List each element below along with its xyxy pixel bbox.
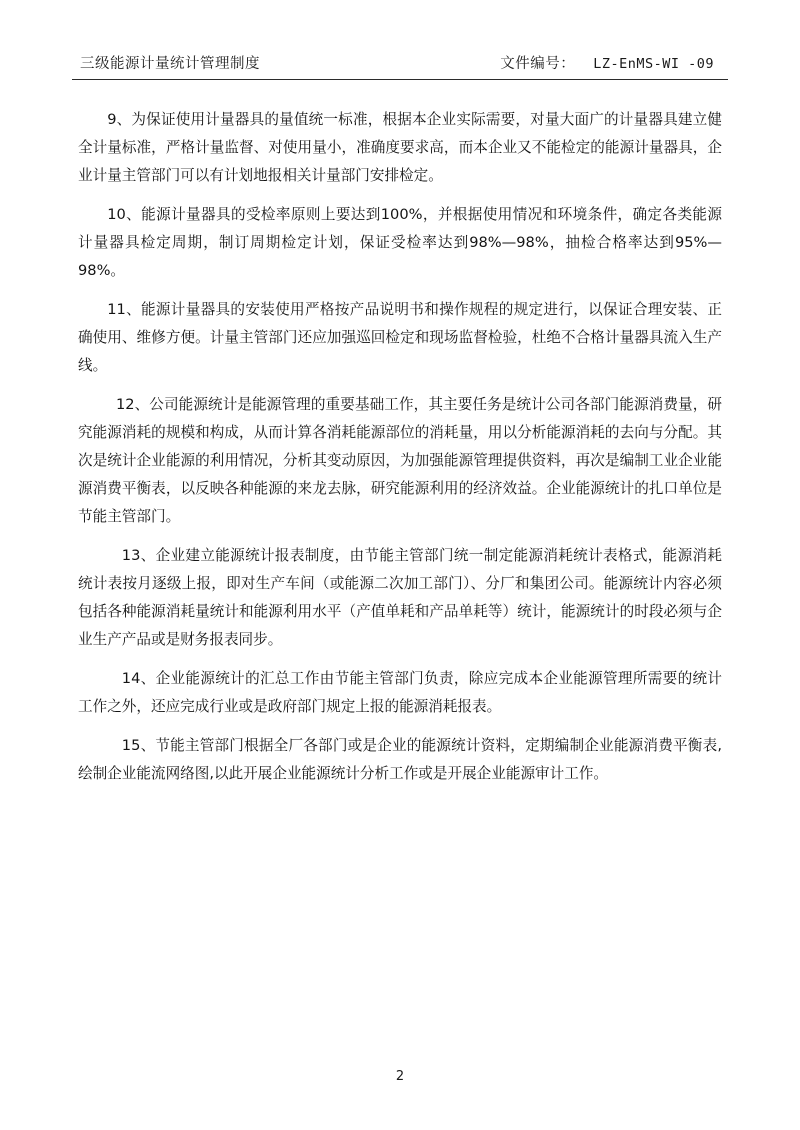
- paragraph-9: 9、为保证使用计量器具的量值统一标准，根据本企业实际需要，对量大面广的计量器具建立健全计量标准，严格计量监督、对使用量小，准确度要求高，而本企业又不能检定的能源计量器具，企业计量主管部门可以有计划地报相关计量部门安排检定。: [78, 111, 722, 185]
- document-number-value: LZ-EnMS-WI -09: [593, 56, 714, 72]
- paragraph-15: 15、节能主管部门根据全厂各部门或是企业的能源统计资料，定期编制企业能源消费平衡表,绘制企业能流网络图,以此开展企业能源统计分析工作或是开展企业能源审计工作。: [78, 737, 722, 783]
- paragraph-11: 11、能源计量器具的安装使用严格按产品说明书和操作规程的规定进行，以保证合理安装、正确使用、维修方便。计量主管部门还应加强巡回检定和现场监督检验，杜绝不合格计量器具流入生产线。: [78, 301, 722, 375]
- header-title: 三级能源计量统计管理制度: [80, 56, 260, 72]
- paragraph-12: 12、公司能源统计是能源管理的重要基础工作，其主要任务是统计公司各部门能源消费量，研究能源消耗的规模和构成，从而计算各消耗能源部位的消耗量，用以分析能源消耗的去向与分配。其次是统计企业能源的利用情况，分析其变动原因，为加强能源管理提供资料，再次是编制工业企业能源消费平衡表，以反映各种能源的来龙去脉，研究能源利用的经济效益。企业能源统计的扎口单位是节能主管部门。: [78, 396, 722, 526]
- page-header: [72, 52, 728, 80]
- paragraph-10: 10、能源计量器具的受检率原则上要达到100%，并根据使用情况和环境条件，确定各类能源计量器具检定周期，制订周期检定计划，保证受检率达到98%—98%，抽检合格率达到95%—98%。: [78, 206, 722, 280]
- document-number-label: 文件编号：: [500, 56, 576, 72]
- paragraph-14: 14、企业能源统计的汇总工作由节能主管部门负责，除应完成本企业能源管理所需要的统计工作之外，还应完成行业或是政府部门规定上报的能源消耗报表。: [78, 670, 722, 716]
- page-footer: [0, 1065, 800, 1084]
- document-body: [72, 106, 728, 788]
- page-number: 2: [395, 1069, 405, 1084]
- paragraph-13: 13、企业建立能源统计报表制度，由节能主管部门统一制定能源消耗统计表格式，能源消耗统计表按月逐级上报，即对生产车间（或能源二次加工部门）、分厂和集团公司。能源统计内容必须包括各种能源消耗量统计和能源利用水平（产值单耗和产品单耗等）统计，能源统计的时段必须与企业生产产品或是财务报表同步。: [78, 547, 722, 649]
